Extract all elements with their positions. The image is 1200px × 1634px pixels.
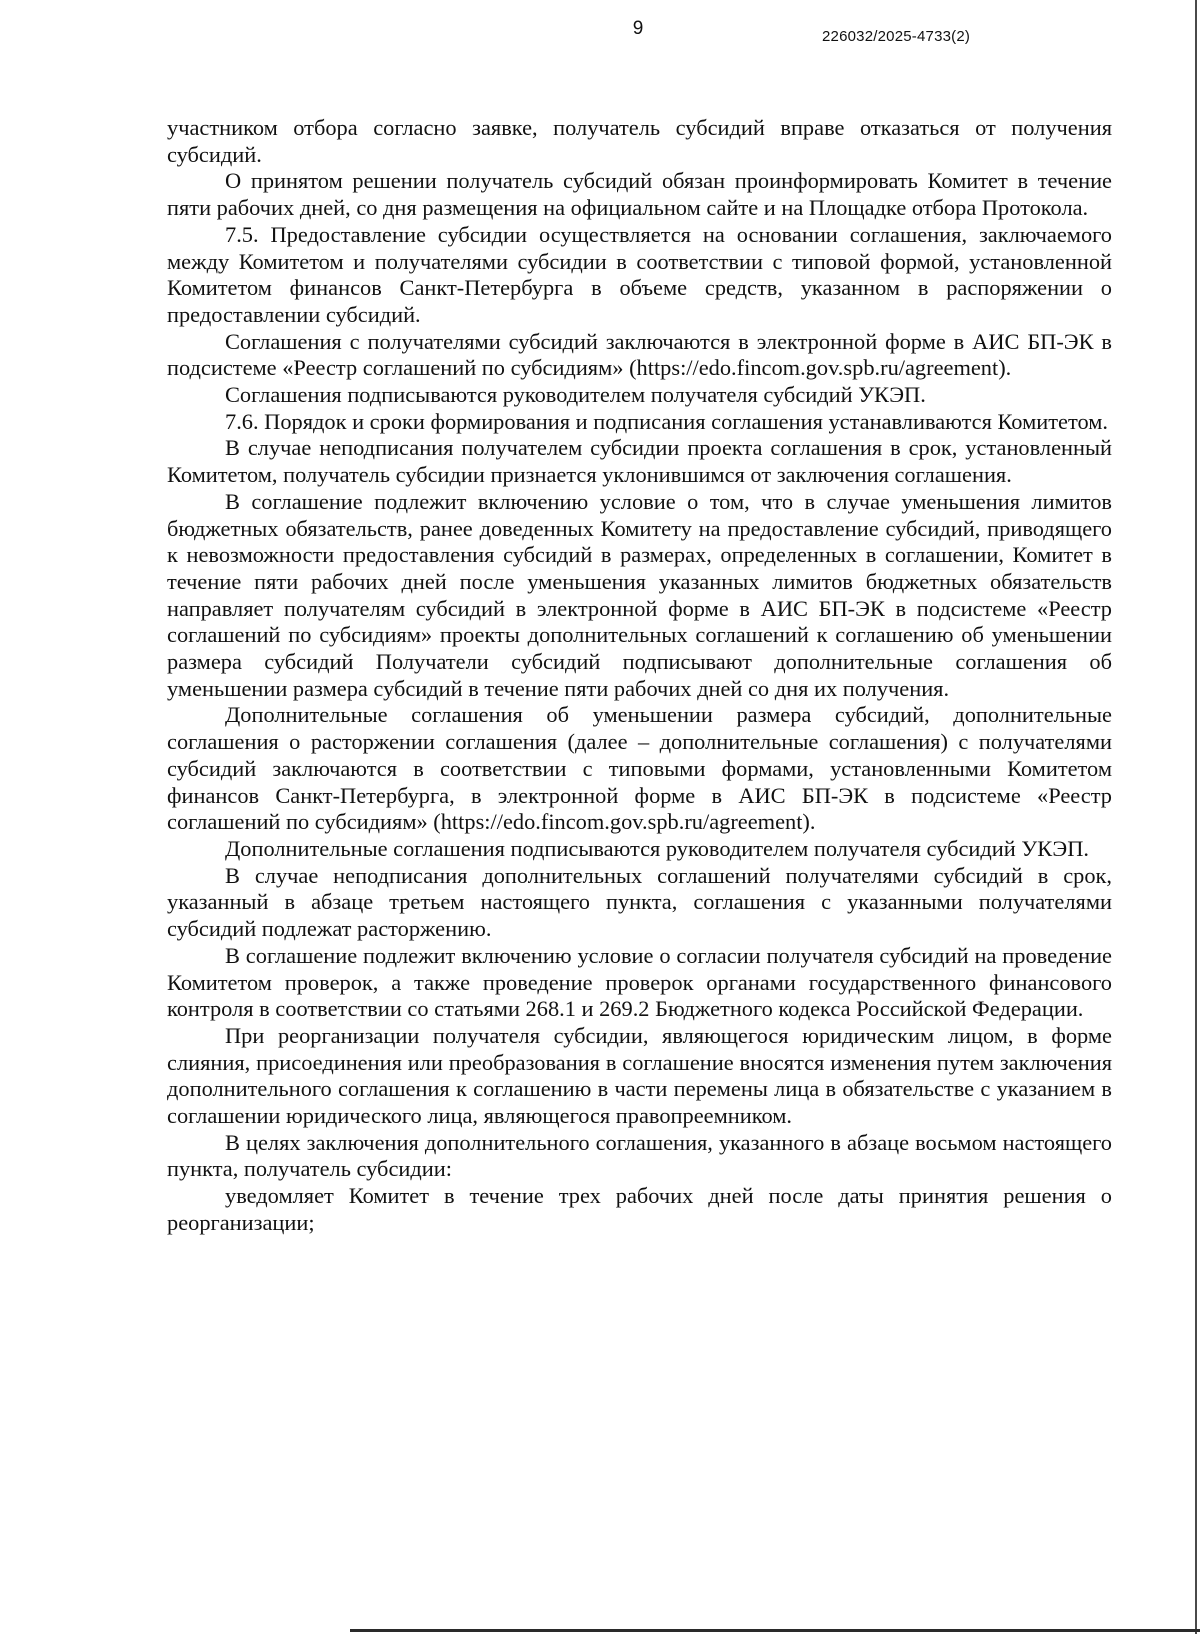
paragraph: В случае неподписания получателем субсидии проекта соглашения в срок, установленный Комитетом, получатель субсидии признается уклонившимся от заключения соглашения. bbox=[167, 435, 1112, 488]
paragraph: О принятом решении получатель субсидий обязан проинформировать Комитет в течение пяти рабочих дней, со дня размещения на официальном сайте и на Площадке отбора Протокола. bbox=[167, 168, 1112, 221]
paragraph: 7.6. Порядок и сроки формирования и подписания соглашения устанавливаются Комитетом. bbox=[225, 408, 1108, 434]
paragraph: Дополнительные соглашения подписываются руководителем получателя субсидий УКЭП. bbox=[225, 835, 1089, 861]
registration-number: 226032/2025-4733(2) bbox=[822, 28, 971, 45]
paragraph: В соглашение подлежит включению условие о согласии получателя субсидий на проведение Комитетом проверок, а также проведение проверок органами государственного финансового контроля в соответствии со статьями 268.1 и 269.2 Бюджетного кодекса Российской Федерации. bbox=[167, 942, 1112, 1022]
page-number: 9 bbox=[632, 18, 644, 39]
paragraph: Соглашения с получателями субсидий заключаются в электронной форме в АИС БП-ЭК в подсистеме «Реестр соглашений по субсидиям» (https://edo.fincom.gov.spb.ru/agreement). bbox=[167, 328, 1112, 381]
paragraph: В целях заключения дополнительного соглашения, указанного в абзаце восьмом настоящего пункта, получатель субсидии: bbox=[167, 1129, 1112, 1182]
paragraph: Дополнительные соглашения об уменьшении размера субсидий, дополнительные соглашения о расторжении соглашения (далее – дополнительные соглашения) с получателями субсидий заключаются в соответствии с типовыми формами, установленными Комитетом финансов Санкт-Петербурга, в электронной форме в АИС БП-ЭК в подсистеме «Реестр соглашений по субсидиям» (https://edo.fincom.gov.spb.ru/agreement). bbox=[167, 702, 1112, 835]
paragraph: В соглашение подлежит включению условие о том, что в случае уменьшения лимитов бюджетных обязательств, ранее доведенных Комитету на предоставление субсидий, приводящего к невозможности предоставления субсидий в размерах, определенных в соглашении, Комитет в течение пяти рабочих дней после уменьшения указанных лимитов бюджетных обязательств направляет получателям субсидий в электронной форме в АИС БП-ЭК в подсистеме «Реестр соглашений по субсидиям» проекты дополнительных соглашений к соглашению об уменьшении размера субсидий Получатели субсидий подписывают дополнительные соглашения об уменьшении размера субсидий в течение пяти рабочих дней со дня их получения. bbox=[167, 488, 1112, 701]
paragraph: При реорганизации получателя субсидии, являющегося юридическим лицом, в форме слияния, присоединения или преобразования в соглашение вносятся изменения путем заключения дополнительного соглашения к соглашению в части перемены лица в обязательстве с указанием в соглашении юридического лица, являющегося правопреемником. bbox=[167, 1022, 1112, 1129]
scan-edge-right bbox=[1195, 0, 1197, 1634]
paragraph: В случае неподписания дополнительных соглашений получателями субсидий в срок, указанный в абзаце третьем настоящего пункта, соглашения с указанными получателями субсидий подлежат расторжению. bbox=[167, 862, 1112, 942]
scan-edge-bottom bbox=[350, 1629, 1200, 1632]
paragraph: участником отбора согласно заявке, получатель субсидий вправе отказаться от получения субсидий. bbox=[167, 115, 1112, 167]
paragraph: 7.5. Предоставление субсидии осуществляется на основании соглашения, заключаемого между Комитетом и получателями субсидии в соответствии с типовой формой, установленной Комитетом финансов Санкт-Петербурга в объеме средств, указанном в распоряжении о предоставлении субсидий. bbox=[167, 221, 1112, 327]
paragraph: уведомляет Комитет в течение трех рабочих дней после даты принятия решения о реорганизации; bbox=[167, 1183, 1112, 1235]
document-body bbox=[167, 115, 1112, 1237]
paragraph: Соглашения подписываются руководителем получателя субсидий УКЭП. bbox=[225, 382, 926, 408]
